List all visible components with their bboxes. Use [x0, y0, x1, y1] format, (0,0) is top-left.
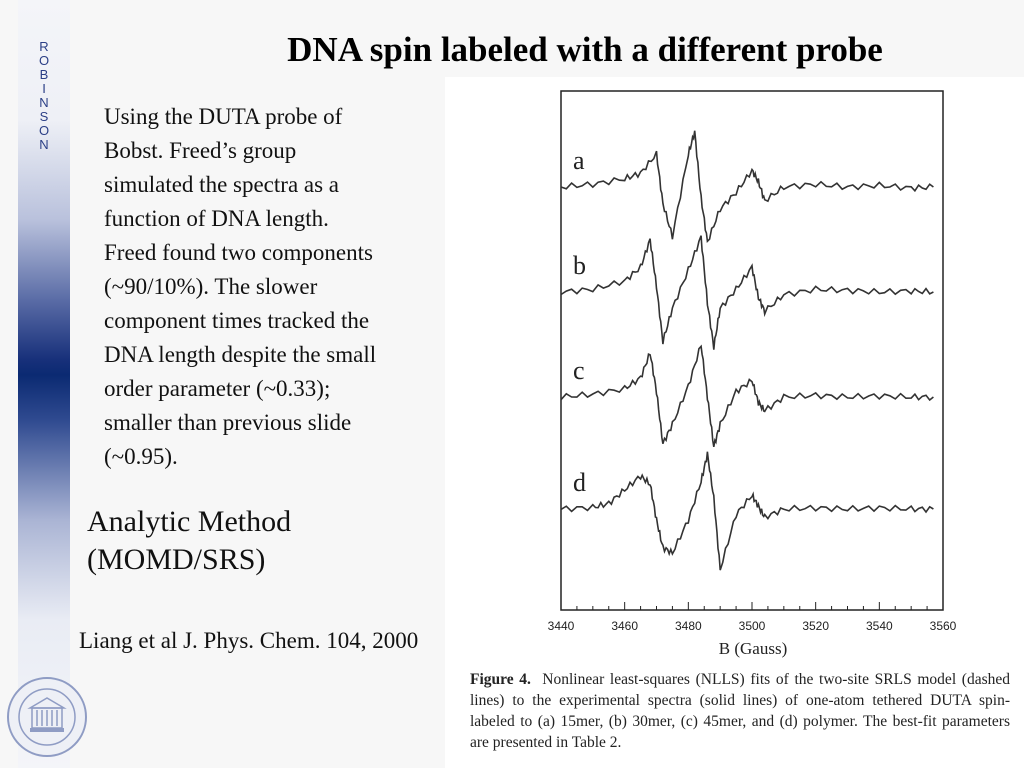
citation: Liang et al J. Phys. Chem. 104, 2000	[79, 628, 419, 653]
sidebar-letter: R	[39, 39, 49, 54]
spectrum-line-a	[561, 131, 933, 242]
x-tick-label: 3460	[611, 619, 639, 633]
sidebar-letter: O	[38, 53, 50, 68]
figure-caption-label: Figure 4.	[470, 671, 531, 688]
spectrum-line-d	[561, 452, 933, 570]
sidebar-letter: S	[39, 109, 49, 124]
slide-title: DNA spin labeled with a different probe	[287, 30, 883, 69]
x-tick-label: 3540	[865, 619, 893, 633]
spectrum-label-a: a	[573, 146, 585, 175]
figure-caption	[470, 669, 1010, 753]
x-tick-label: 3500	[738, 619, 766, 633]
sidebar-letter: N	[39, 95, 49, 110]
spectrum-label-c: c	[573, 356, 585, 385]
sidebar-letter: B	[39, 67, 49, 82]
epr-spectra-chart	[445, 77, 1024, 667]
sidebar-letter: I	[42, 81, 46, 96]
spectrum-label-d: d	[573, 468, 586, 497]
x-tick-label: 3560	[929, 619, 957, 633]
x-tick-label: 3480	[674, 619, 702, 633]
epr-figure	[445, 77, 1024, 768]
sidebar-banner	[18, 0, 70, 768]
body-paragraph: Using the DUTA probe of Bobst. Freed’s group simulated the spectra as a function of DNA length. Freed found two components (~90/10%). The slower component times tracked the DNA length despite the small order parameter (~0.33); smaller than previous slide (~0.95).	[104, 104, 377, 469]
spectrum-line-b	[561, 236, 933, 350]
x-tick-label: 3440	[547, 619, 575, 633]
university-seal-icon	[6, 676, 88, 758]
x-tick-label: 3520	[802, 619, 830, 633]
spectrum-label-b: b	[573, 251, 586, 280]
sidebar-name-letters	[18, 40, 70, 152]
spectrum-line-c	[561, 346, 933, 447]
method-note: Analytic Method (MOMD/SRS)	[87, 505, 292, 576]
sidebar-letter: N	[39, 137, 49, 152]
figure-caption-text: Nonlinear least-squares (NLLS) fits of the two-site SRLS model (dashed lines) to the experimental spectra (solid lines) of one-atom tethered DUTA spin-labeled to (a) 15mer, (b) 30mer, (c) 45mer, and (d) polymer. The best-fit parameters are presented in Table 2.	[470, 671, 1010, 751]
x-axis-label: B (Gauss)	[718, 639, 788, 658]
sidebar-letter: O	[38, 123, 50, 138]
